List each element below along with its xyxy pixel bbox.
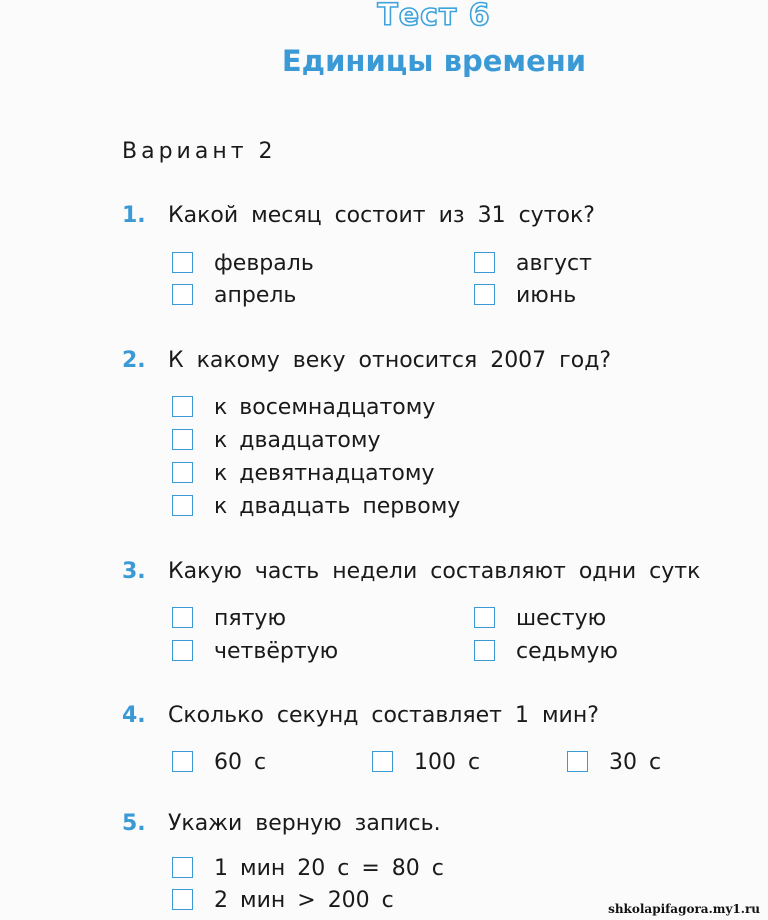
option-label: июнь	[516, 283, 577, 308]
checkbox-icon[interactable]	[172, 396, 193, 417]
checkbox-icon[interactable]	[172, 607, 193, 628]
checkbox-icon[interactable]	[172, 889, 193, 910]
option-label: февраль	[214, 251, 314, 276]
option-checkbox[interactable]	[567, 748, 661, 778]
checkbox-icon[interactable]	[172, 284, 193, 305]
checkbox-icon[interactable]	[474, 252, 495, 273]
option-label: седьмую	[516, 639, 618, 664]
checkbox-icon[interactable]	[172, 429, 193, 450]
option-checkbox[interactable]	[172, 281, 296, 311]
option-checkbox[interactable]	[172, 604, 286, 634]
option-checkbox[interactable]	[474, 604, 606, 634]
checkbox-icon[interactable]	[474, 284, 495, 305]
option-checkbox[interactable]	[172, 492, 460, 522]
option-checkbox[interactable]	[172, 459, 434, 489]
site-watermark: shkolapifagora.my1.ru	[608, 902, 760, 916]
checkbox-icon[interactable]	[372, 751, 393, 772]
question-number: 1.	[122, 203, 146, 228]
option-checkbox[interactable]	[372, 748, 480, 778]
question-number: 3.	[122, 559, 146, 584]
question-4	[122, 703, 599, 728]
question-text: К какому веку относится 2007 год?	[168, 348, 612, 373]
option-label: апрель	[214, 283, 297, 308]
option-checkbox[interactable]	[474, 637, 618, 667]
option-checkbox[interactable]	[474, 281, 576, 311]
option-checkbox[interactable]	[172, 426, 381, 456]
option-label: пятую	[214, 606, 286, 631]
question-3	[122, 559, 700, 584]
checkbox-icon[interactable]	[172, 252, 193, 273]
variant-label: Вариант 2	[122, 139, 277, 164]
question-5	[122, 811, 441, 836]
question-text: Какую часть недели составляют одни сутк	[168, 559, 701, 584]
checkbox-icon[interactable]	[567, 751, 588, 772]
checkbox-icon[interactable]	[474, 607, 495, 628]
option-checkbox[interactable]	[474, 249, 592, 279]
checkbox-icon[interactable]	[172, 857, 193, 878]
option-label: 2 мин > 200 с	[214, 888, 394, 913]
option-checkbox[interactable]	[172, 854, 444, 884]
question-2	[122, 348, 611, 373]
option-label: шестую	[516, 606, 607, 631]
test-number-title: Тест 6	[377, 0, 491, 33]
question-number: 2.	[122, 348, 146, 373]
option-label: 100 с	[414, 750, 481, 775]
checkbox-icon[interactable]	[474, 640, 495, 661]
checkbox-icon[interactable]	[172, 495, 193, 516]
question-number: 5.	[122, 811, 146, 836]
option-checkbox[interactable]	[172, 637, 338, 667]
option-label: 60 с	[214, 750, 267, 775]
option-label: к двадцатому	[214, 428, 381, 453]
option-checkbox[interactable]	[172, 748, 266, 778]
option-checkbox[interactable]	[172, 886, 394, 916]
option-label: август	[516, 251, 592, 276]
option-label: 30 с	[609, 750, 662, 775]
option-checkbox[interactable]	[172, 249, 314, 279]
topic-title: Единицы времени	[281, 44, 587, 78]
question-text: Укажи верную запись.	[168, 811, 441, 836]
option-label: к девятнадцатому	[214, 461, 435, 486]
checkbox-icon[interactable]	[172, 462, 193, 483]
question-1	[122, 203, 595, 228]
checkbox-icon[interactable]	[172, 751, 193, 772]
question-text: Сколько секунд составляет 1 мин?	[168, 703, 599, 728]
checkbox-icon[interactable]	[172, 640, 193, 661]
option-label: к восемнадцатому	[214, 395, 436, 420]
question-text: Какой месяц состоит из 31 суток?	[168, 203, 595, 228]
question-number: 4.	[122, 703, 146, 728]
option-label: к двадцать первому	[214, 494, 461, 519]
option-label: четвёртую	[214, 639, 339, 664]
option-label: 1 мин 20 с = 80 с	[214, 856, 444, 881]
option-checkbox[interactable]	[172, 393, 435, 423]
